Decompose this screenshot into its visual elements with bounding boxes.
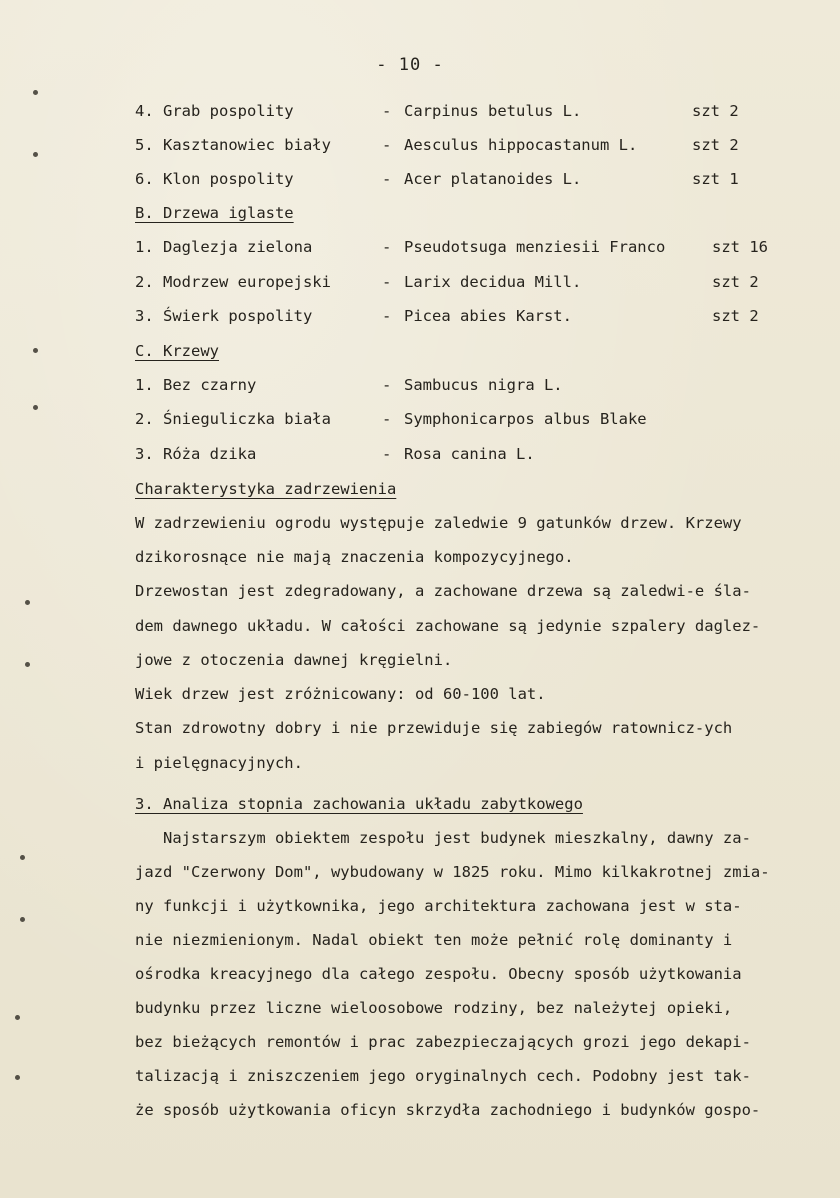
margin-dot	[33, 348, 38, 353]
section-heading-b: B. Drzewa iglaste	[135, 204, 294, 222]
margin-dot	[25, 600, 30, 605]
species-latin: Rosa canina L.	[404, 445, 535, 463]
species-polish: 1. Bez czarny	[135, 376, 257, 394]
species-latin: Picea abies Karst.	[404, 307, 572, 325]
species-quantity: szt 1	[692, 170, 739, 188]
margin-dot	[20, 917, 25, 922]
text-line: że sposób użytkowania oficyn skrzydła zachodniego i budynków gospo-	[135, 1101, 761, 1119]
species-polish: 2. Modrzew europejski	[135, 273, 331, 291]
text-line: ośrodka kreacyjnego dla całego zespołu. Obecny sposób użytkowania	[135, 965, 742, 983]
margin-dot	[15, 1075, 20, 1080]
margin-dot	[33, 90, 38, 95]
text-line: W zadrzewieniu ogrodu występuje zaledwie 9 gatunków drzew. Krzewy	[135, 514, 742, 532]
margin-dot	[25, 662, 30, 667]
species-polish: 1. Daglezja zielona	[135, 238, 313, 256]
dash: -	[382, 307, 392, 325]
dash: -	[382, 376, 392, 394]
section-heading-3: 3. Analiza stopnia zachowania układu zabytkowego	[135, 795, 583, 813]
dash: -	[382, 410, 392, 428]
species-polish: 3. Róża dzika	[135, 445, 257, 463]
species-quantity: szt 16	[712, 238, 768, 256]
species-polish: 6. Klon pospolity	[135, 170, 294, 188]
margin-dot	[33, 405, 38, 410]
text-line: budynku przez liczne wieloosobowe rodziny, bez należytej opieki,	[135, 999, 733, 1017]
species-quantity: szt 2	[712, 273, 759, 291]
text-line: Drzewostan jest zdegradowany, a zachowane drzewa są zaledwi-e śla-	[135, 582, 751, 600]
text-line: jazd "Czerwony Dom", wybudowany w 1825 roku. Mimo kilkakrotnej zmia-	[135, 863, 770, 881]
species-quantity: szt 2	[692, 102, 739, 120]
dash: -	[382, 273, 392, 291]
species-latin: Acer platanoides L.	[404, 170, 582, 188]
species-latin: Symphonicarpos albus Blake	[404, 410, 647, 428]
dash: -	[382, 136, 392, 154]
dash: -	[382, 102, 392, 120]
margin-dot	[33, 152, 38, 157]
dash: -	[382, 445, 392, 463]
text-line: Najstarszym obiektem zespołu jest budynek mieszkalny, dawny za-	[135, 829, 751, 847]
species-polish: 3. Świerk pospolity	[135, 307, 313, 325]
dash: -	[382, 238, 392, 256]
species-latin: Aesculus hippocastanum L.	[404, 136, 638, 154]
text-line: Stan zdrowotny dobry i nie przewiduje się zabiegów ratownicz-ych	[135, 719, 733, 737]
page-number: - 10 -	[376, 55, 444, 75]
margin-dot	[15, 1015, 20, 1020]
text-line: ny funkcji i użytkownika, jego architektura zachowana jest w sta-	[135, 897, 742, 915]
species-latin: Pseudotsuga menziesii Franco	[404, 238, 666, 256]
section-heading-characteristics: Charakterystyka zadrzewienia	[135, 480, 397, 498]
text-line: dem dawnego układu. W całości zachowane są jedynie szpalery daglez-	[135, 617, 761, 635]
dash: -	[382, 170, 392, 188]
species-quantity: szt 2	[712, 307, 759, 325]
text-line: nie niezmienionym. Nadal obiekt ten może pełnić rolę dominanty i	[135, 931, 733, 949]
species-polish: 5. Kasztanowiec biały	[135, 136, 331, 154]
species-latin: Carpinus betulus L.	[404, 102, 582, 120]
species-latin: Larix decidua Mill.	[404, 273, 582, 291]
species-polish: 4. Grab pospolity	[135, 102, 294, 120]
text-line: talizacją i zniszczeniem jego oryginalnych cech. Podobny jest tak-	[135, 1067, 751, 1085]
text-line: bez bieżących remontów i prac zabezpieczających grozi jego dekapi-	[135, 1033, 751, 1051]
text-line: jowe z otoczenia dawnej kręgielni.	[135, 651, 453, 669]
text-line: dzikorosnące nie mają znaczenia kompozycyjnego.	[135, 548, 574, 566]
text-line: i pielęgnacyjnych.	[135, 754, 303, 772]
species-latin: Sambucus nigra L.	[404, 376, 563, 394]
margin-dot	[20, 855, 25, 860]
species-polish: 2. Śnieguliczka biała	[135, 410, 331, 428]
text-line: Wiek drzew jest zróżnicowany: od 60-100 lat.	[135, 685, 546, 703]
species-quantity: szt 2	[692, 136, 739, 154]
section-heading-c: C. Krzewy	[135, 342, 219, 360]
